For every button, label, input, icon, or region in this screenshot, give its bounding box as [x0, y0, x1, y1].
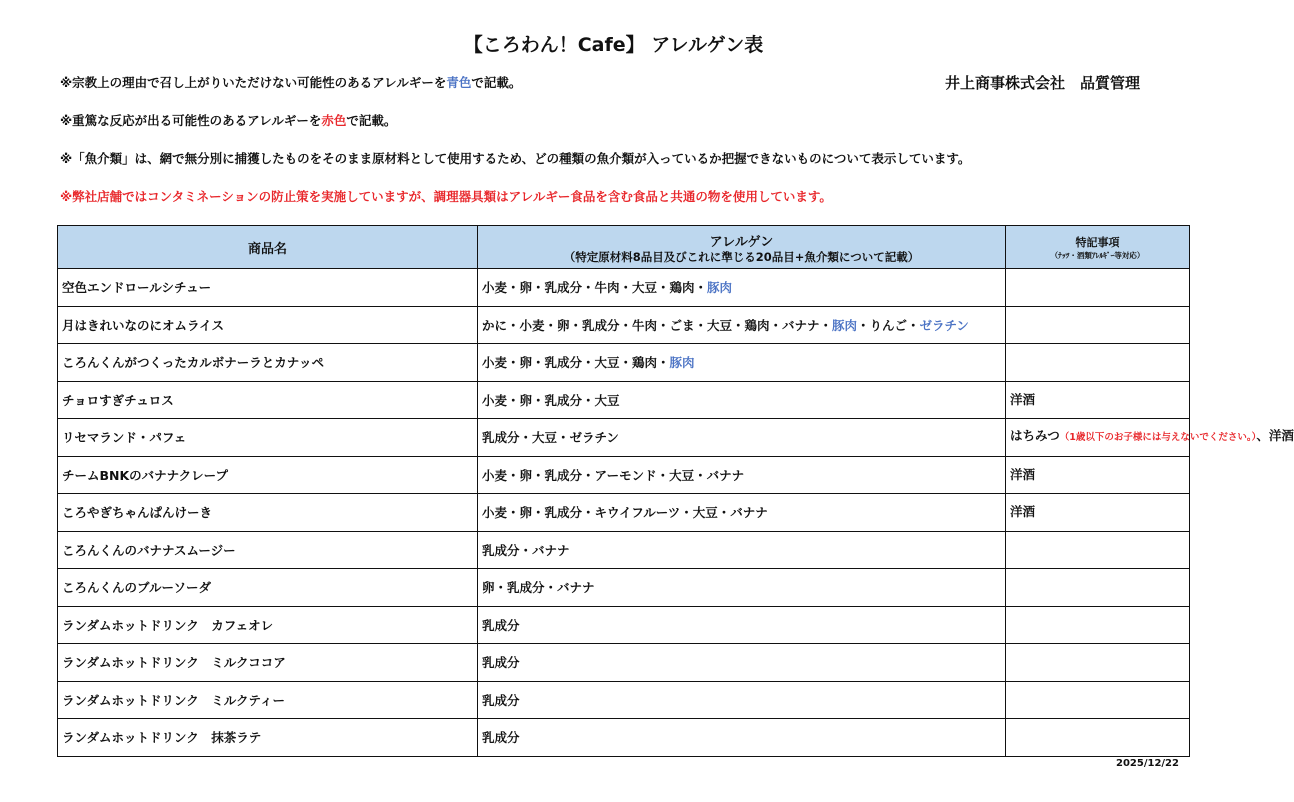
company-name: 井上商事株式会社 品質管理: [945, 74, 1141, 92]
product-name-cell: ランダムホットドリンク ミルクティー: [58, 681, 478, 719]
table-row: [58, 569, 1190, 607]
special-notes-cell: [1006, 719, 1190, 757]
allergen-text: かに・小麦・卵・乳成分・牛肉・ごま・大豆・鶏肉・バナナ・: [482, 317, 833, 333]
document-date: 2025/12/22: [1116, 758, 1179, 769]
special-notes-cell: [1006, 569, 1190, 607]
note-text: 洋酒: [1010, 504, 1036, 520]
allergen-religious: 豚肉: [832, 317, 858, 333]
allergen-religious: 豚肉: [707, 280, 733, 296]
allergen-cell: [478, 644, 1006, 682]
allergen-text: 小麦・卵・乳成分・キウイフルーツ・大豆・バナナ: [482, 505, 768, 521]
allergen-text: 乳成分: [482, 692, 520, 708]
product-name-cell: ランダムホットドリンク ミルクココア: [58, 644, 478, 682]
note-religious: [60, 73, 521, 91]
header-allergen-label: アレルゲン: [709, 234, 774, 250]
header-notes-label: 特記事項: [1075, 235, 1120, 249]
allergen-text: 小麦・卵・乳成分・牛肉・大豆・鶏肉・: [482, 280, 708, 296]
header-allergen-sub: （特定原材料8品目及びこれに準じる20品目+魚介類について記載）: [563, 249, 920, 264]
note-seafood: ※「魚介類」は、網で無分別に捕獲したものをそのまま原材料として使用するため、どの種類の魚介類が入っているか把握できないものについて表示しています。: [60, 151, 971, 166]
special-notes-cell: [1006, 606, 1190, 644]
special-notes-cell: [1006, 269, 1190, 307]
allergen-text: 小麦・卵・乳成分・アーモンド・大豆・バナナ: [482, 467, 745, 483]
header-product: [58, 226, 478, 269]
header-notes: [1006, 226, 1190, 269]
allergen-table: [57, 225, 1294, 757]
allergen-text: 乳成分・バナナ: [482, 542, 570, 558]
header-notes-sub: （ﾅｯﾂ・酒類ｱﾚﾙｷﾞｰ等対応）: [1050, 250, 1145, 260]
table-row: [58, 306, 1190, 344]
allergen-cell: [478, 494, 1006, 532]
note-text: 、洋酒: [1256, 428, 1294, 444]
allergen-text: ・りんご・: [857, 317, 920, 333]
allergen-text: 卵・乳成分・バナナ: [482, 580, 595, 596]
allergen-text: 小麦・卵・乳成分・大豆: [482, 392, 620, 408]
allergen-cell: [478, 456, 1006, 494]
document-title: 【ころわん！Cafe】 アレルゲン表: [463, 34, 764, 56]
allergen-cell: [478, 419, 1006, 457]
special-notes-cell: [1006, 531, 1190, 569]
allergen-cell: [478, 344, 1006, 382]
note-religious-text: ※宗教上の理由で召し上がりいただけない可能性のあるアレルギーを: [60, 75, 447, 90]
allergen-cell: [478, 381, 1006, 419]
product-name-cell: チョロすぎチュロス: [58, 381, 478, 419]
product-name-cell: ランダムホットドリンク 抹茶ラテ: [58, 719, 478, 757]
special-notes-cell: [1006, 344, 1190, 382]
note-religious-suffix: で記載。: [471, 75, 522, 90]
product-name-cell: ころんくんがつくったカルボナーラとカナッペ: [58, 344, 478, 382]
table-row: [58, 344, 1190, 382]
header-product-label: 商品名: [247, 241, 287, 257]
special-notes-cell: [1006, 306, 1190, 344]
table-row: [58, 606, 1190, 644]
note-red-label: 赤色: [321, 113, 347, 128]
product-name-cell: チームBNKのバナナクレープ: [58, 456, 478, 494]
special-notes-cell: [1006, 494, 1190, 532]
table-row: [58, 719, 1190, 757]
table-row: [58, 681, 1190, 719]
table-row: [58, 456, 1190, 494]
note-contamination: ※弊社店舗ではコンタミネーションの防止策を実施していますが、調理器具類はアレルギー食品を含む食品と共通の物を使用しています。: [60, 189, 832, 204]
product-name-cell: ころやぎちゃんぱんけーき: [58, 494, 478, 532]
note-text: 洋酒: [1010, 391, 1036, 407]
note-severe-text: ※重篤な反応が出る可能性のあるアレルギーを: [60, 113, 322, 128]
note-blue-label: 青色: [446, 75, 472, 90]
product-name-cell: ころんくんのブルーソーダ: [58, 569, 478, 607]
product-name-cell: 月はきれいなのにオムライス: [58, 306, 478, 344]
table-row: [58, 644, 1190, 682]
special-notes-cell: [1006, 456, 1190, 494]
allergen-religious: ゼラチン: [919, 317, 969, 333]
table-row: [58, 419, 1190, 457]
allergen-cell: [478, 569, 1006, 607]
product-name-cell: リセマランド・パフェ: [58, 419, 478, 457]
allergen-text: 乳成分・大豆・ゼラチン: [482, 430, 619, 446]
allergen-cell: [478, 269, 1006, 307]
product-name-cell: 空色エンドロールシチュー: [58, 269, 478, 307]
table-row: [58, 381, 1190, 419]
table-row: [58, 494, 1190, 532]
allergen-cell: [478, 531, 1006, 569]
note-text: 洋酒: [1010, 466, 1036, 482]
warning-text: （1歳以下のお子様には与えないでください。）: [1059, 432, 1257, 444]
table-row: [58, 269, 1190, 307]
allergen-cell: [478, 306, 1006, 344]
note-text: はちみつ: [1010, 428, 1060, 444]
header-allergen: [478, 226, 1006, 269]
product-name-cell: ころんくんのバナナスムージー: [58, 531, 478, 569]
table-header-row: [58, 226, 1190, 269]
table-body: [58, 269, 1294, 757]
special-notes-cell: [1006, 681, 1190, 719]
note-severe-suffix: で記載。: [346, 113, 397, 128]
allergen-text: 乳成分: [482, 617, 520, 633]
special-notes-cell: [1006, 419, 1294, 457]
special-notes-cell: [1006, 381, 1190, 419]
allergen-religious: 豚肉: [669, 355, 695, 371]
special-notes-cell: [1006, 644, 1190, 682]
allergen-text: 乳成分: [482, 655, 520, 671]
allergen-cell: [478, 681, 1006, 719]
allergen-text: 乳成分: [482, 730, 520, 746]
allergen-cell: [478, 719, 1006, 757]
allergen-cell: [478, 606, 1006, 644]
product-name-cell: ランダムホットドリンク カフェオレ: [58, 606, 478, 644]
table-row: [58, 531, 1190, 569]
note-severe: [60, 111, 396, 129]
allergen-text: 小麦・卵・乳成分・大豆・鶏肉・: [482, 355, 670, 371]
